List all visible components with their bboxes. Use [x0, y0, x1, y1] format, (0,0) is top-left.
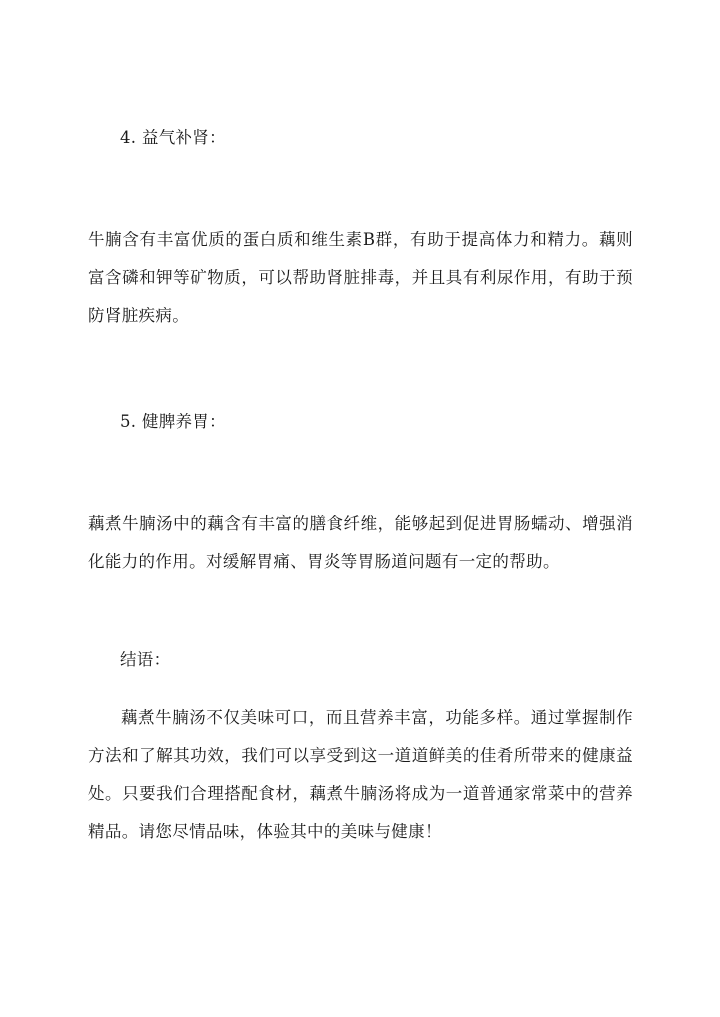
section-body-yiqi-bushen: 牛腩含有丰富优质的蛋白质和维生素B群，有助于提高体力和精力。藕则富含磷和钾等矿物质，可以帮助肾脏排毒，并且具有利尿作用，有助于预防肾脏疾病。	[88, 230, 633, 325]
section-heading-yiqi-bushen: 4. 益气补肾：	[120, 128, 226, 147]
conclusion-body: 藕煮牛腩汤不仅美味可口，而且营养丰富，功能多样。通过掌握制作方法和了解其功效，我们可以享受到这一道道鲜美的佳肴所带来的健康益处。只要我们合理搭配食材，藕煮牛腩汤将成为一道普通家常菜中的营养精品。请您尽情品味，体验其中的美味与健康！	[88, 708, 633, 841]
section-body-jianpi-yangwei: 藕煮牛腩汤中的藕含有丰富的膳食纤维，能够起到促进胃肠蠕动、增强消化能力的作用。对缓解胃痛、胃炎等胃肠道问题有一定的帮助。	[88, 514, 633, 571]
conclusion-heading: 结语：	[120, 650, 171, 669]
section-heading-jianpi-yangwei: 5. 健脾养胃：	[120, 412, 226, 431]
